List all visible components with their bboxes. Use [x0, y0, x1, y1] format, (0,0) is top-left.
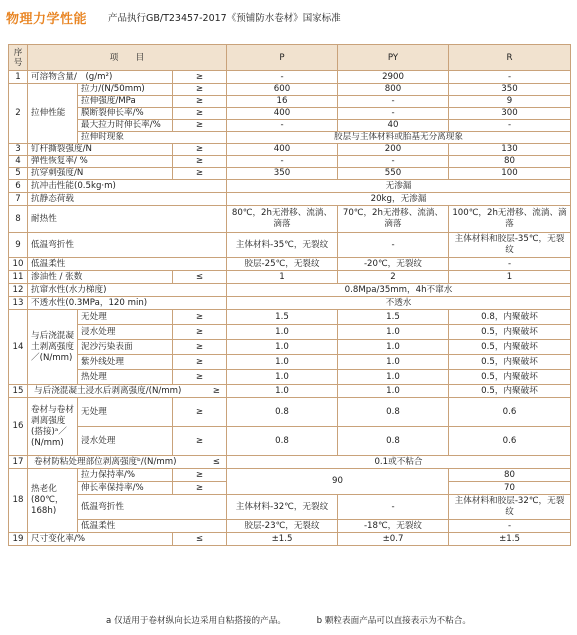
row-label: 抗静态荷载 — [28, 193, 227, 206]
value-r: 350 — [449, 84, 571, 96]
table-header-row — [9, 45, 571, 71]
row-symbol: ≥ — [173, 325, 227, 340]
value-p: 0.8 — [227, 427, 338, 456]
value-all: 0.8Mpa/35mm，4h不窜水 — [227, 284, 571, 297]
table-row — [9, 156, 571, 168]
value-p: 0.8 — [227, 398, 338, 427]
table-row — [9, 96, 571, 108]
table-row — [9, 495, 571, 520]
table-row — [9, 469, 571, 482]
row-label: 弹性恢复率/ % — [28, 156, 173, 168]
row-symbol: ≥ — [173, 120, 227, 132]
row-number: 18 — [9, 469, 28, 533]
row-symbol: ≥ — [173, 482, 227, 495]
table-row — [9, 325, 571, 340]
row-number: 4 — [9, 156, 28, 168]
value-r: - — [449, 258, 571, 271]
value-p: - — [227, 156, 338, 168]
sub-label: 浸水处理 — [78, 427, 173, 456]
sub-label: 浸水处理 — [78, 325, 173, 340]
row-label: 不透水性(0.3MPa，120 min) — [28, 297, 227, 310]
table-row — [9, 168, 571, 180]
row-number: 17 — [9, 456, 28, 469]
value-r: 1 — [449, 271, 571, 284]
row-number: 2 — [9, 84, 28, 144]
sub-label: 无处理 — [78, 398, 173, 427]
properties-table — [8, 44, 571, 546]
value-r: 100℃，2h无滑移、流淌、滴落 — [449, 206, 571, 233]
value-py: 1.0 — [338, 325, 449, 340]
row-symbol: ≥ — [173, 96, 227, 108]
value-p: 1 — [227, 271, 338, 284]
value-r: 0.5，内聚破坏 — [449, 370, 571, 385]
row-label: 抗窜水性(水力梯度) — [28, 284, 227, 297]
row-label: 卷材防粘处理部位剥离强度ᵇ/(N/mm) — [34, 456, 177, 467]
value-p: 600 — [227, 84, 338, 96]
table-row — [9, 427, 571, 456]
value-r: 0.5，内聚破坏 — [449, 340, 571, 355]
sub-label: 膜断裂伸长率/% — [78, 108, 173, 120]
row-label: 钉杆撕裂强度/N — [28, 144, 173, 156]
value-r: 0.5，内聚破坏 — [449, 325, 571, 340]
row-label-cell — [28, 385, 227, 398]
row-number: 6 — [9, 180, 28, 193]
value-p: - — [227, 120, 338, 132]
value-py: 1.0 — [338, 385, 449, 398]
table-row — [9, 385, 571, 398]
sub-label: 拉力保持率/% — [78, 469, 173, 482]
row-number: 15 — [9, 385, 28, 398]
row-group-label: 拉伸性能 — [28, 84, 78, 144]
row-symbol: ≥ — [173, 370, 227, 385]
table-row — [9, 297, 571, 310]
row-label: 渗油性 / 张数 — [28, 271, 173, 284]
row-label: 与后浇混凝土浸水后剥离强度/(N/mm) — [34, 385, 182, 396]
value-p: 400 — [227, 108, 338, 120]
footnotes — [0, 614, 577, 626]
table-row — [9, 520, 571, 533]
table-row — [9, 284, 571, 297]
value-p: 1.0 — [227, 340, 338, 355]
value-all: 0.1或不粘合 — [227, 456, 571, 469]
value-r: 9 — [449, 96, 571, 108]
table-row — [9, 258, 571, 271]
row-symbol: ≥ — [173, 310, 227, 325]
sub-label: 低温柔性 — [78, 520, 227, 533]
row-number: 1 — [9, 71, 28, 84]
row-label: 抗冲击性能(0.5kg·m) — [28, 180, 227, 193]
row-number: 9 — [9, 233, 28, 258]
col-py: PY — [338, 45, 449, 71]
value-py: -18℃，无裂纹 — [338, 520, 449, 533]
value-r: 80 — [449, 469, 571, 482]
value-py: 550 — [338, 168, 449, 180]
sub-label: 拉力/(N/50mm) — [78, 84, 173, 96]
row-label: 低温弯折性 — [28, 233, 227, 258]
value-py: 40 — [338, 120, 449, 132]
row-symbol: ≤ — [173, 271, 227, 284]
value-p-py: 90 — [227, 469, 449, 495]
row-symbol: ≥ — [173, 355, 227, 370]
table-row — [9, 144, 571, 156]
sub-label: 泥沙污染表面 — [78, 340, 173, 355]
value-p: 1.0 — [227, 385, 338, 398]
row-label-cell — [28, 456, 227, 469]
value-py: 0.8 — [338, 427, 449, 456]
value-p: ±1.5 — [227, 533, 338, 546]
value-py: 1.0 — [338, 370, 449, 385]
row-number: 10 — [9, 258, 28, 271]
row-label: 尺寸变化率/% — [28, 533, 173, 546]
row-group-label: 热老化(80℃，168h) — [28, 469, 78, 533]
table-row — [9, 355, 571, 370]
table-row — [9, 71, 571, 84]
page-header — [0, 0, 577, 34]
sub-label: 伸长率保持率/% — [78, 482, 173, 495]
row-number: 19 — [9, 533, 28, 546]
value-p: 胶层-25℃，无裂纹 — [227, 258, 338, 271]
value-r: 100 — [449, 168, 571, 180]
value-py: 2900 — [338, 71, 449, 84]
value-p: 400 — [227, 144, 338, 156]
value-p: 胶层-23℃，无裂纹 — [227, 520, 338, 533]
value-p: 1.5 — [227, 310, 338, 325]
table-row — [9, 340, 571, 355]
value-p: 1.0 — [227, 355, 338, 370]
col-item: 项 目 — [28, 45, 227, 71]
value-r: 主体材料和胶层-32℃，无裂纹 — [449, 495, 571, 520]
col-seq: 序号 — [9, 45, 28, 71]
value-p: 350 — [227, 168, 338, 180]
row-group-label: 与后浇混凝土剥离强度／(N/mm) — [28, 310, 78, 385]
sub-label: 拉伸时现象 — [78, 132, 227, 144]
row-label: 可溶物含量/ (g/m²) — [28, 71, 173, 84]
standard-subtitle: 产品执行GB/T23457-2017《预铺防水卷材》国家标准 — [108, 13, 341, 24]
row-number: 7 — [9, 193, 28, 206]
value-all: 不透水 — [227, 297, 571, 310]
row-symbol: ≥ — [173, 398, 227, 427]
value-py: - — [338, 495, 449, 520]
table-row — [9, 132, 571, 144]
value-r: 主体材料和胶层-35℃，无裂纹 — [449, 233, 571, 258]
table-row — [9, 271, 571, 284]
row-number: 3 — [9, 144, 28, 156]
footnote-a: a 仅适用于卷材纵向长边采用自粘搭接的产品。 — [106, 616, 286, 626]
table-row — [9, 108, 571, 120]
section-title: 物理力学性能 — [6, 12, 88, 27]
row-symbol: ≥ — [173, 427, 227, 456]
value-r: 0.5，内聚破坏 — [449, 355, 571, 370]
row-symbol: ≥ — [173, 84, 227, 96]
row-number: 5 — [9, 168, 28, 180]
value-py: - — [338, 233, 449, 258]
row-symbol: ≥ — [173, 340, 227, 355]
value-py: ±0.7 — [338, 533, 449, 546]
table-row — [9, 193, 571, 206]
sub-label: 紫外线处理 — [78, 355, 173, 370]
row-number: 11 — [9, 271, 28, 284]
value-py: 800 — [338, 84, 449, 96]
row-symbol: ≤ — [173, 533, 227, 546]
value-r: 300 — [449, 108, 571, 120]
value-all: 胶层与主体材料或胎基无分离现象 — [227, 132, 571, 144]
value-p: 1.0 — [227, 370, 338, 385]
value-p: - — [227, 71, 338, 84]
value-all: 无渗漏 — [227, 180, 571, 193]
value-r: - — [449, 71, 571, 84]
value-r: - — [449, 120, 571, 132]
row-number: 13 — [9, 297, 28, 310]
row-number: 12 — [9, 284, 28, 297]
row-label: 耐热性 — [28, 206, 227, 233]
col-p: P — [227, 45, 338, 71]
value-py: - — [338, 96, 449, 108]
row-symbol: ≤ — [212, 456, 220, 467]
table-row — [9, 398, 571, 427]
value-p: 16 — [227, 96, 338, 108]
value-r: 70 — [449, 482, 571, 495]
table-row — [9, 370, 571, 385]
table-row — [9, 84, 571, 96]
footnote-b: b 颗粒表面产品可以直接表示为不粘合。 — [316, 616, 471, 626]
col-r: R — [449, 45, 571, 71]
sub-label: 拉伸强度/MPa — [78, 96, 173, 108]
table-row — [9, 456, 571, 469]
value-py: 1.5 — [338, 310, 449, 325]
row-group-label: 卷材与卷材剥离强度(搭接)ᵃ／(N/mm) — [28, 398, 78, 456]
value-all: 20kg，无渗漏 — [227, 193, 571, 206]
value-py: - — [338, 108, 449, 120]
row-number: 8 — [9, 206, 28, 233]
sub-label: 无处理 — [78, 310, 173, 325]
value-py: 1.0 — [338, 355, 449, 370]
value-p: 80℃，2h无滑移、流淌、滴落 — [227, 206, 338, 233]
table-row — [9, 120, 571, 132]
row-symbol: ≥ — [212, 385, 220, 396]
row-symbol: ≥ — [173, 168, 227, 180]
row-symbol: ≥ — [173, 144, 227, 156]
value-r: 0.8，内聚破坏 — [449, 310, 571, 325]
value-r: 130 — [449, 144, 571, 156]
table-row — [9, 180, 571, 193]
table-row — [9, 310, 571, 325]
value-p: 主体材料-35℃，无裂纹 — [227, 233, 338, 258]
row-symbol: ≥ — [173, 71, 227, 84]
value-py: 70℃，2h无滑移、流淌、滴落 — [338, 206, 449, 233]
value-py: 0.8 — [338, 398, 449, 427]
value-py: -20℃，无裂纹 — [338, 258, 449, 271]
row-symbol: ≥ — [173, 108, 227, 120]
value-r: 0.6 — [449, 427, 571, 456]
table-row — [9, 206, 571, 233]
table-row — [9, 533, 571, 546]
row-number: 16 — [9, 398, 28, 456]
row-label: 低温柔性 — [28, 258, 227, 271]
row-number: 14 — [9, 310, 28, 385]
sub-label: 最大拉力时伸长率/% — [78, 120, 173, 132]
row-symbol: ≥ — [173, 469, 227, 482]
value-r: 80 — [449, 156, 571, 168]
value-r: 0.5，内聚破坏 — [449, 385, 571, 398]
value-r: - — [449, 520, 571, 533]
value-p: 1.0 — [227, 325, 338, 340]
sub-label: 热处理 — [78, 370, 173, 385]
value-r: 0.6 — [449, 398, 571, 427]
sub-label: 低温弯折性 — [78, 495, 227, 520]
value-py: 2 — [338, 271, 449, 284]
table-row — [9, 233, 571, 258]
value-py: 1.0 — [338, 340, 449, 355]
row-symbol: ≥ — [173, 156, 227, 168]
value-r: ±1.5 — [449, 533, 571, 546]
value-py: 200 — [338, 144, 449, 156]
row-label: 抗穿刺强度/N — [28, 168, 173, 180]
value-py: - — [338, 156, 449, 168]
value-p: 主体材料-32℃，无裂纹 — [227, 495, 338, 520]
